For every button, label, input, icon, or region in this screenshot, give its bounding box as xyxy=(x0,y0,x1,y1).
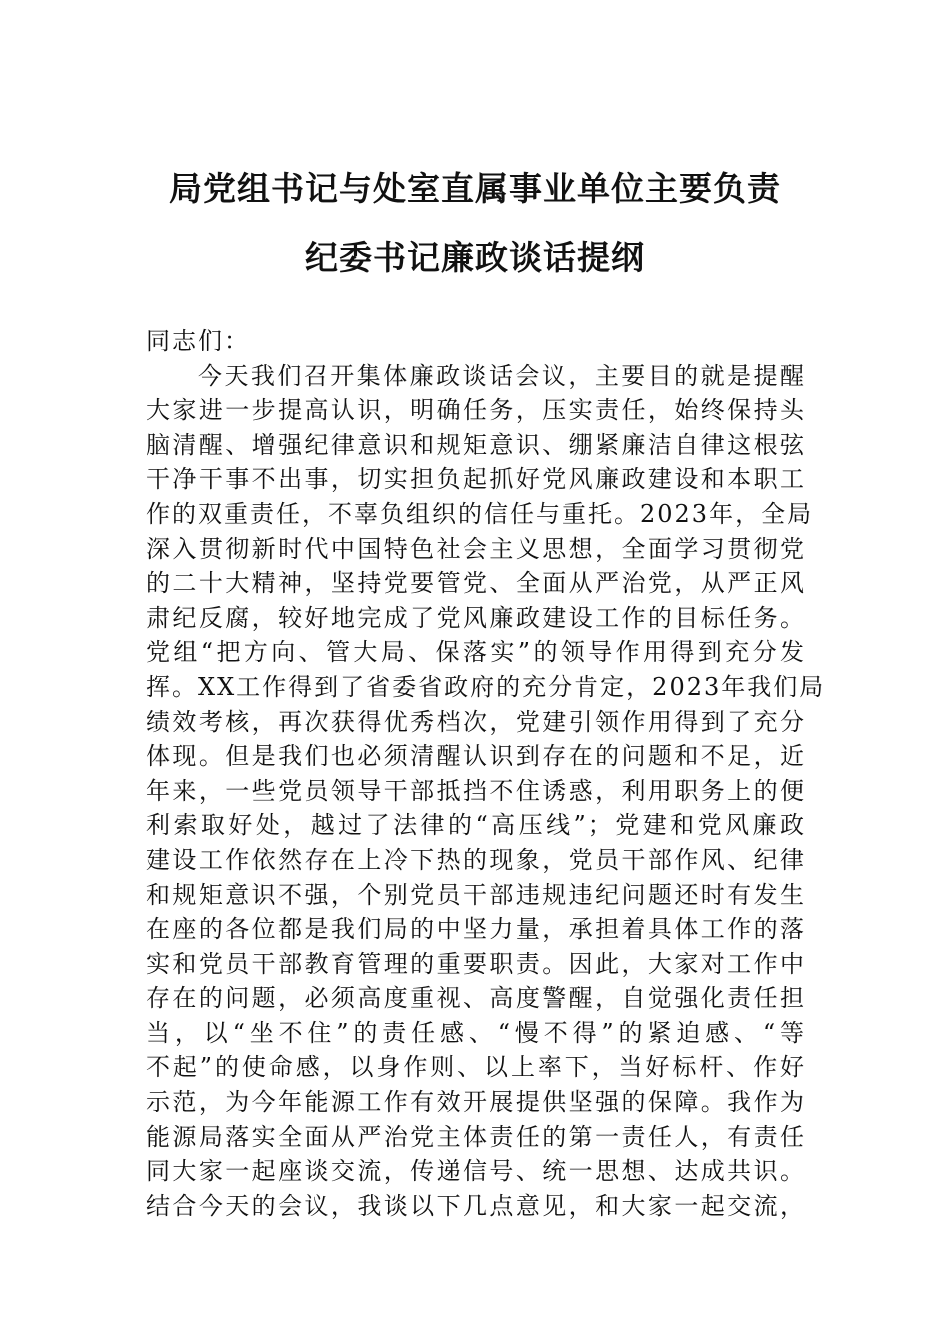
body-line: 利索取好处，越过了法律的“高压线”；党建和党风廉政 xyxy=(146,811,806,840)
body-line: 同大家一起座谈交流，传递信号、统一思想、达成共识。 xyxy=(146,1157,806,1186)
body-line: 脑清醒、增强纪律意识和规矩意识、绷紧廉洁自律这根弦 xyxy=(146,430,806,459)
body-line: 绩效考核，再次获得优秀档次，党建引领作用得到了充分 xyxy=(146,707,806,736)
body-line: 存在的问题，必须高度重视、高度警醒，自觉强化责任担 xyxy=(146,984,806,1013)
body-line: 不起”的使命感，以身作则、以上率下，当好标杆、作好 xyxy=(146,1053,806,1082)
body-line: 当，以“坐不住”的责任感、“慢不得”的紧迫感、“等 xyxy=(146,1018,806,1047)
body-line: 深入贯彻新时代中国特色社会主义思想，全面学习贯彻党 xyxy=(146,534,806,563)
body-line: 在座的各位都是我们局的中坚力量，承担着具体工作的落 xyxy=(146,915,806,944)
body-line: 能源局落实全面从严治党主体责任的第一责任人，有责任 xyxy=(146,1122,806,1151)
body-line: 实和党员干部教育管理的重要职责。因此，大家对工作中 xyxy=(146,949,806,978)
body-line: 作的双重责任，不辜负组织的信任与重托。2023年，全局 xyxy=(146,499,814,528)
body-line: 的二十大精神，坚持党要管党、全面从严治党，从严正风 xyxy=(146,569,806,598)
body-line: 今天我们召开集体廉政谈话会议，主要目的就是提醒 xyxy=(198,361,806,390)
body-line: 大家进一步提高认识，明确任务，压实责任，始终保持头 xyxy=(146,396,806,425)
body-line: 体现。但是我们也必须清醒认识到存在的问题和不足，近 xyxy=(146,742,806,771)
body-line: 年来，一些党员领导干部抵挡不住诱惑，利用职务上的便 xyxy=(146,776,806,805)
document-title-line-2: 纪委书记廉政谈话提纲 xyxy=(305,238,645,277)
body-line: 示范，为今年能源工作有效开展提供坚强的保障。我作为 xyxy=(146,1088,806,1117)
salutation: 同志们： xyxy=(146,327,250,355)
body-line: 和规矩意识不强，个别党员干部违规违纪问题还时有发生 xyxy=(146,880,806,909)
body-line: 党组“把方向、管大局、保落实”的领导作用得到充分发 xyxy=(146,638,806,667)
body-line: 干净干事不出事，切实担负起抓好党风廉政建设和本职工 xyxy=(146,465,806,494)
document-title-line-1: 局党组书记与处室直属事业单位主要负责 xyxy=(169,169,781,208)
body-line: 挥。XX工作得到了省委省政府的充分肯定，2023年我们局 xyxy=(146,672,826,701)
body-line: 肃纪反腐，较好地完成了党风廉政建设工作的目标任务。 xyxy=(146,603,806,632)
body-line: 结合今天的会议，我谈以下几点意见，和大家一起交流， xyxy=(146,1191,806,1220)
body-line: 建设工作依然存在上冷下热的现象，党员干部作风、纪律 xyxy=(146,845,806,874)
document-body xyxy=(146,324,826,1223)
